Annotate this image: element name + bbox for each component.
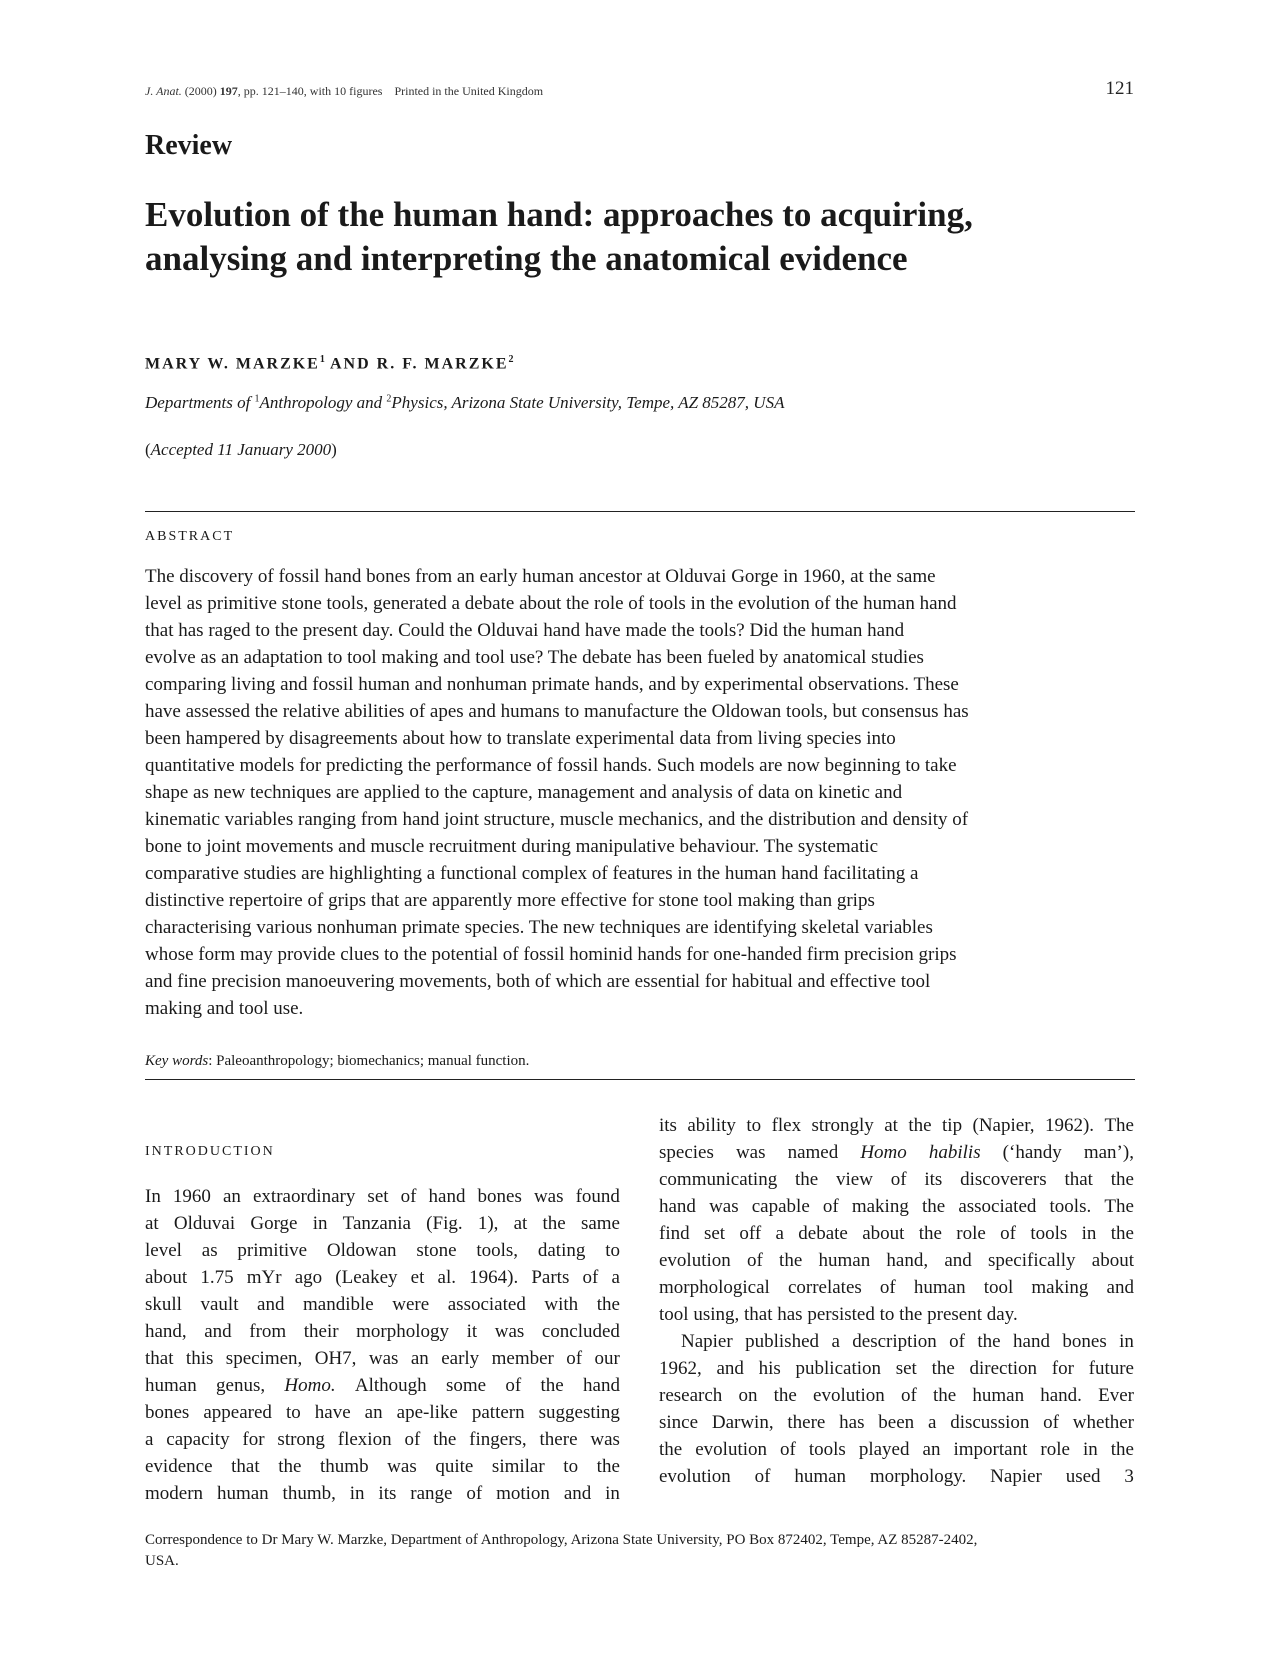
text-line: since Darwin, there has been a discussion of whether [659,1412,1134,1433]
affiliation-dept: Anthropology and [259,393,387,412]
text-line: about 1.75 mYr ago (Leakey et al. 1964). Parts of a [145,1267,620,1288]
accepted-text: Accepted 11 January 2000 [150,440,332,459]
text-line: a capacity for strong flexion of the fingers, there was [145,1429,620,1450]
printed-note: Printed in the United Kingdom [394,84,544,98]
abstract-line: level as primitive stone tools, generated a debate about the role of tools in the evolution of the human hand [145,593,957,614]
text-line: species was named Homo habilis (‘handy man’), [659,1142,1134,1163]
text-line: In 1960 an extraordinary set of hand bones was found [145,1186,620,1207]
keywords-colon: : [208,1053,217,1069]
author-name: R. F. MARZKE [376,355,509,373]
author-affiliation-mark: 2 [508,354,514,365]
text-line: Napier published a description of the hand bones in [681,1331,1134,1352]
introduction-heading: INTRODUCTION [145,1144,275,1159]
abstract-line: shape as new techniques are applied to the capture, management and analysis of data on kinetic and [145,782,903,803]
text-line: morphological correlates of human tool making and [659,1277,1134,1298]
author-affiliation-mark: 1 [319,354,325,365]
text-line: its ability to flex strongly at the tip (Napier, 1962). The [659,1115,1134,1136]
abstract-line: whose form may provide clues to the potential of fossil hominid hands for one-handed firm precision grips [145,944,957,965]
text-line: tool using, that has persisted to the present day. [659,1304,1018,1325]
abstract-line: comparing living and fossil human and nonhuman primate hands, and by experimental observations. These [145,674,959,695]
text-line: that this specimen, OH7, was an early member of our [145,1348,620,1369]
title-line: Evolution of the human hand: approaches to acquiring, [145,195,973,234]
text-line: evidence that the thumb was quite similar to the [145,1456,620,1477]
text-line: evolution of the human hand, and specifically about [659,1250,1134,1271]
abstract-line: and fine precision manoeuvering movements, both of which are essential for habitual and effective tool [145,971,931,992]
abstract-line: characterising various nonhuman primate species. The new techniques are identifying skeletal variables [145,917,933,938]
text-line: at Olduvai Gorge in Tanzania (Fig. 1), at the same [145,1213,620,1234]
abstract-top-rule [145,511,1135,512]
abstract-line: kinematic variables ranging from hand joint structure, muscle mechanics, and the distribution and density of [145,809,969,830]
text-line: 1962, and his publication set the direction for future [659,1358,1134,1379]
accepted-close: ) [331,440,337,459]
right-column [659,1112,1134,1490]
keywords-label: Key words [145,1053,209,1069]
affiliation-mark: 2 [386,393,392,405]
journal-volume: 197 [219,84,238,98]
text-line: skull vault and mandible were associated with the [145,1294,620,1315]
abstract-line: bone to joint movements and muscle recruitment during manipulative behaviour. The systematic [145,836,879,857]
section-label: Review [145,130,233,161]
correspondence-note [145,1530,1135,1572]
text-line: research on the evolution of the human hand. Ever [659,1385,1134,1406]
text-line: bones appeared to have an ape-like pattern suggesting [145,1402,620,1423]
abstract-bottom-rule [145,1079,1135,1080]
text-line: modern human thumb, in its range of motion and in [145,1483,620,1504]
author-list [145,354,514,373]
abstract-line: have assessed the relative abilities of apes and humans to manufacture the Oldowan tools, but consensus has [145,701,969,722]
text-line: human genus, Homo. Although some of the hand [145,1375,620,1396]
abstract-body [145,563,1135,1022]
abstract-line: evolve as an adaptation to tool making and tool use? The debate has been fueled by anatomical studies [145,647,924,668]
abstract-line: distinctive repertoire of grips that are apparently more effective for stone tool making than grips [145,890,875,911]
running-head [145,84,543,99]
text-line: evolution of human morphology. Napier used 3 [659,1466,1134,1487]
accepted-open: ( [145,440,151,459]
accepted-date [145,440,337,460]
article-title [145,193,1145,281]
journal-year: (2000) [184,84,217,98]
abstract-line: quantitative models for predicting the performance of fossil hands. Such models are now beginning to take [145,755,957,776]
left-column-text [145,1183,620,1507]
abstract-line: making and tool use. [145,998,304,1019]
correspondence-line: USA. [145,1553,179,1569]
affiliation-dept: Physics, Arizona State University, Tempe, AZ 85287, USA [391,393,785,412]
text-line: level as primitive Oldowan stone tools, dating to [145,1240,620,1261]
keywords [145,1053,529,1070]
title-line: analysing and interpreting the anatomical evidence [145,239,908,278]
keywords-text: Paleoanthropology; biomechanics; manual function. [216,1053,530,1069]
abstract-line: been hampered by disagreements about how to translate experimental data from living species into [145,728,896,749]
text-line: find set off a debate about the role of tools in the [659,1223,1134,1244]
page-number: 121 [1105,78,1134,99]
text-line: hand was capable of making the associated tools. The [659,1196,1134,1217]
text-line: communicating the view of its discoverers that the [659,1169,1134,1190]
abstract-heading: ABSTRACT [145,529,235,544]
author-name: MARY W. MARZKE [145,355,320,373]
journal-pages: , pp. 121–140, with 10 figures [237,84,383,98]
abstract-line: comparative studies are highlighting a functional complex of features in the human hand facilitating a [145,863,919,884]
abstract-line: The discovery of fossil hand bones from an early human ancestor at Olduvai Gorge in 1960, at the same [145,566,936,587]
affiliation [145,393,784,413]
affiliation-mark: 1 [254,393,260,405]
left-column [145,1112,620,1507]
author-connector: AND [324,355,377,373]
affiliation-prefix: Departments of [145,393,255,412]
text-line: hand, and from their morphology it was concluded [145,1321,620,1342]
right-column-text [659,1112,1134,1490]
journal-name: J. Anat. [145,84,182,98]
text-line: the evolution of tools played an important role in the [659,1439,1134,1460]
abstract-line: that has raged to the present day. Could the Olduvai hand have made the tools? Did the human hand [145,620,905,641]
correspondence-line: Correspondence to Dr Mary W. Marzke, Department of Anthropology, Arizona State University, PO Box 872402, Tempe, AZ 85287-2402, [145,1532,978,1548]
